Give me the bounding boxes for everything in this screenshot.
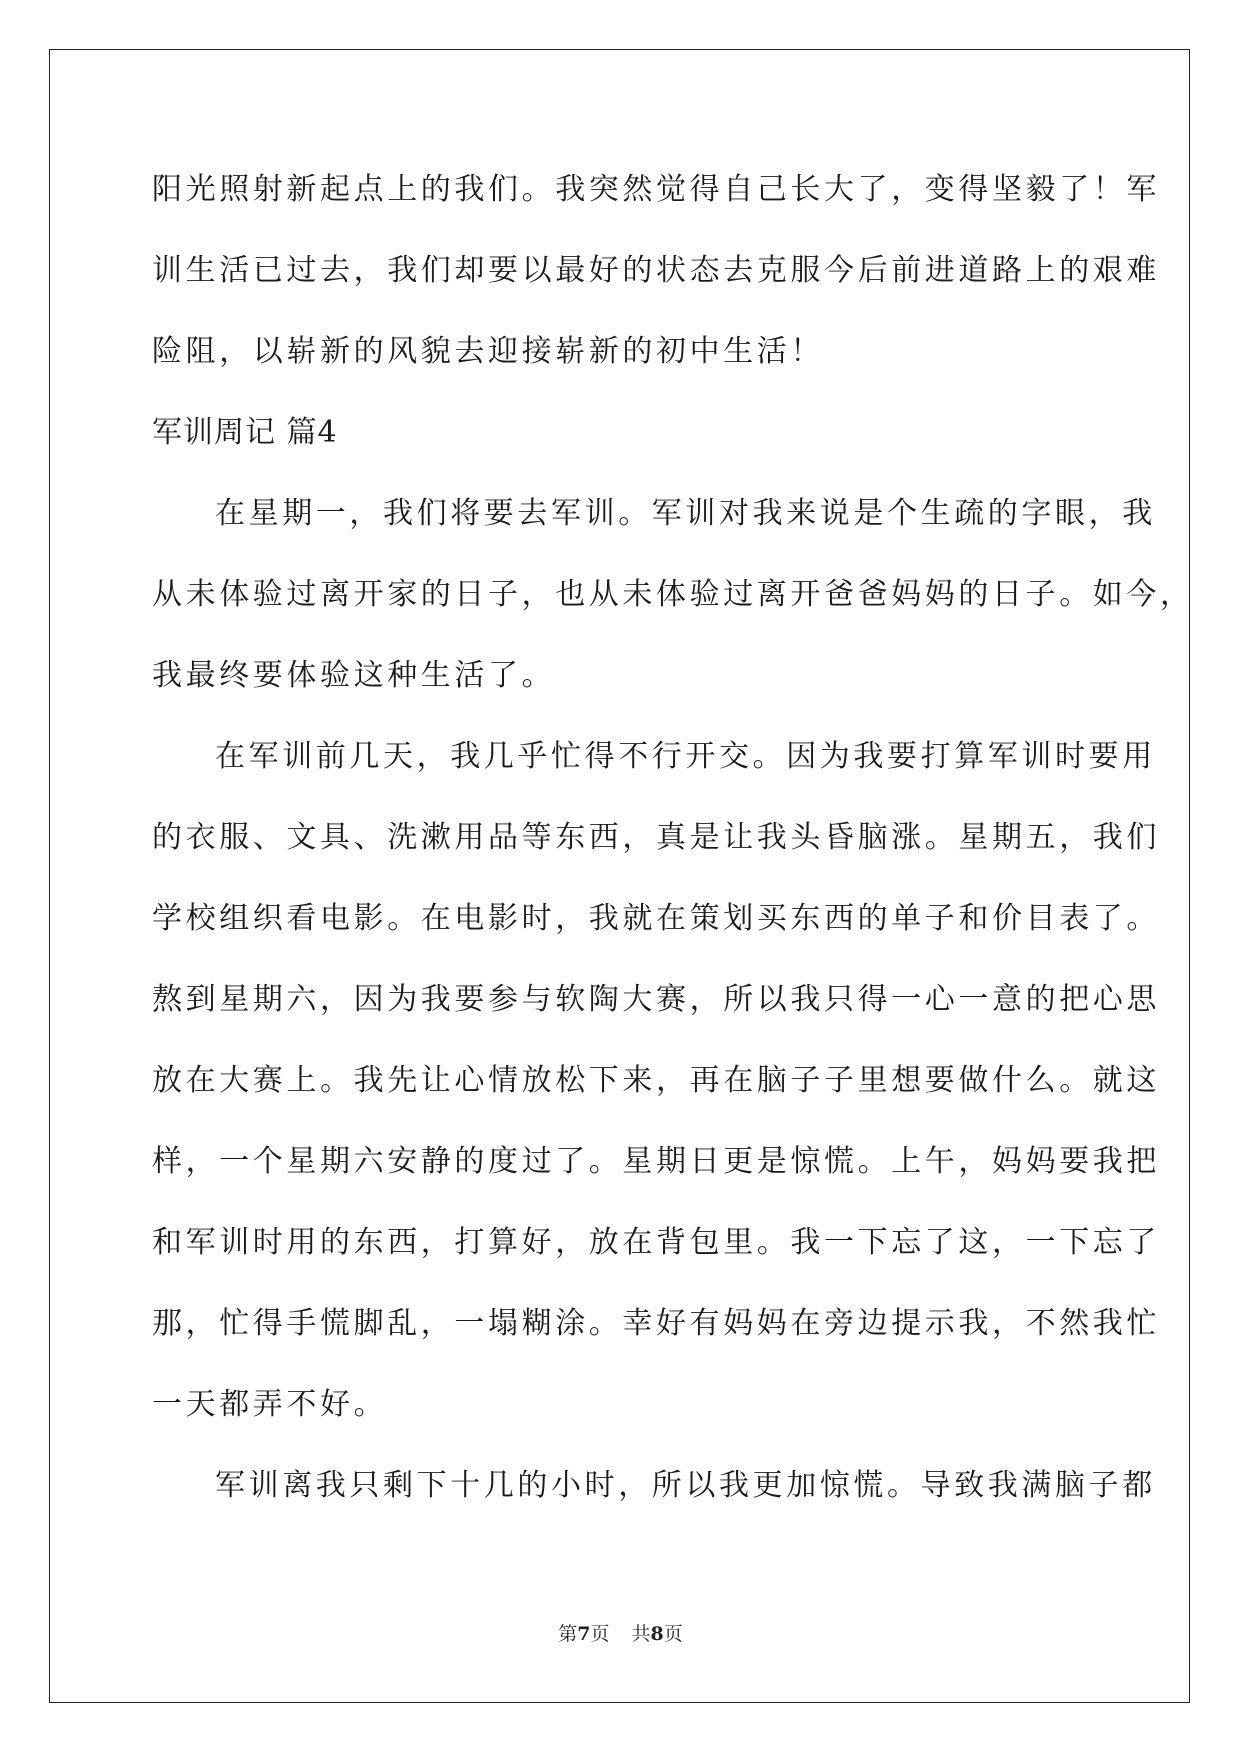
text-line: 放在大赛上。我先让心情放松下来，再在脑子子里想要做什么。就这 xyxy=(152,1063,1160,1098)
document-body xyxy=(152,160,1194,1537)
text-line: 一天都弄不好。 xyxy=(152,1387,388,1422)
text-line: 样，一个星期六安静的度过了。星期日更是惊慌。上午，妈妈要我把 xyxy=(152,1144,1160,1179)
text-line: 学校组织看电影。在电影时，我就在策划买东西的单子和价目表了。 xyxy=(152,901,1160,936)
text-line: 阳光照射新起点上的我们。我突然觉得自己长大了，变得坚毅了！军 xyxy=(152,172,1160,207)
text-line: 的衣服、文具、洗漱用品等东西，真是让我头昏脑涨。星期五，我们 xyxy=(152,820,1160,855)
page-prefix: 第 xyxy=(558,1623,578,1645)
text-line: 我最终要体验这种生活了。 xyxy=(152,658,556,693)
text-line: 在星期一，我们将要去军训。军训对我来说是个生疏的字眼，我 xyxy=(215,496,1156,531)
text-line: 训生活已过去，我们却要以最好的状态去克服今后前进道路上的艰难 xyxy=(152,253,1160,288)
text-line: 军训离我只剩下十几的小时，所以我更加惊慌。导致我满脑子都 xyxy=(215,1468,1156,1503)
total-page-number: 8 xyxy=(650,1623,664,1645)
text-line: 从未体验过离开家的日子，也从未体验过离开爸爸妈妈的日子。如今， xyxy=(152,577,1194,612)
page-suffix: 页 xyxy=(590,1623,610,1645)
total-prefix: 共 xyxy=(631,1623,651,1645)
text-line: 熬到星期六，因为我要参与软陶大赛，所以我只得一心一意的把心思 xyxy=(152,982,1160,1017)
current-page-number: 7 xyxy=(577,1623,591,1645)
text-line: 险阻，以崭新的风貌去迎接崭新的初中生活！ xyxy=(152,334,824,369)
text-line: 和军训时用的东西，打算好，放在背包里。我一下忘了这，一下忘了 xyxy=(152,1225,1160,1260)
page-footer xyxy=(0,1622,1241,1646)
text-line: 那，忙得手慌脚乱，一塌糊涂。幸好有妈妈在旁边提示我，不然我忙 xyxy=(152,1306,1160,1341)
total-suffix: 页 xyxy=(663,1623,683,1645)
section-heading: 军训周记 篇4 xyxy=(152,415,338,450)
text-line: 在军训前几天，我几乎忙得不行开交。因为我要打算军训时要用 xyxy=(215,739,1156,774)
